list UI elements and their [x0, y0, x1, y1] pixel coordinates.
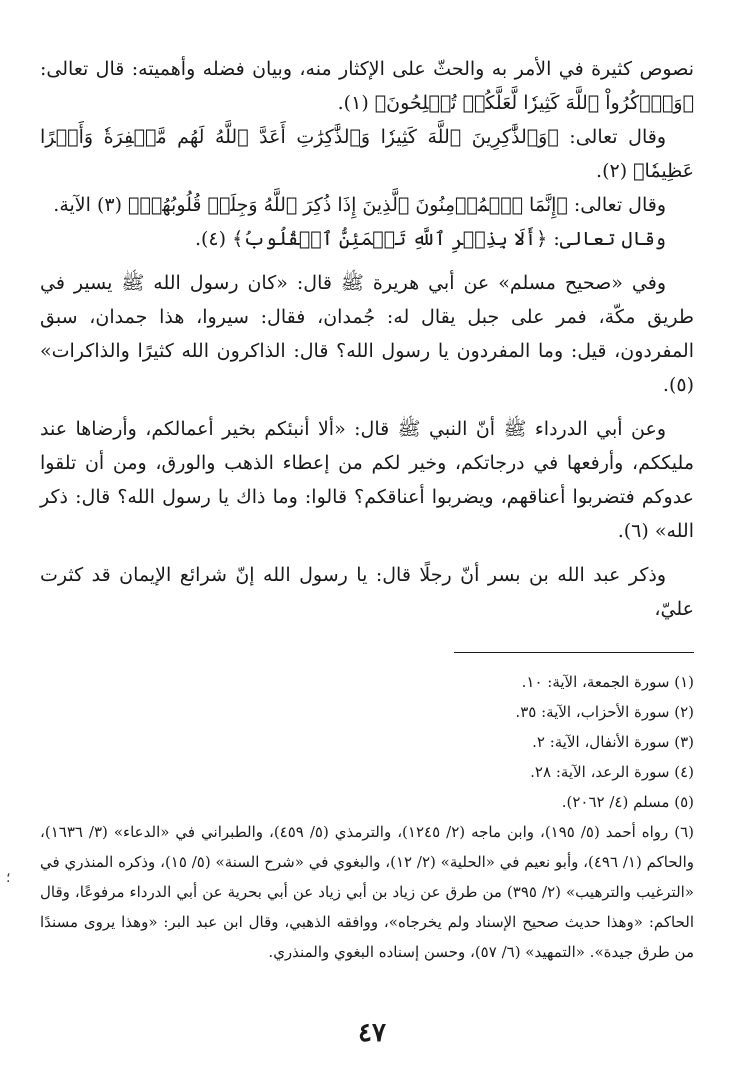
- footnote-4: (٤) سورة الرعد، الآية: ٢٨.: [530, 763, 694, 781]
- paragraph-abdullah-bin-busr: وذكر عبد الله بن بسر أنّ رجلًا قال: يا رسول الله إنّ شرائع الإيمان قد كثرت عليّ،: [40, 564, 694, 620]
- paragraph-verse-ahzab: وقال تعالى: ﴿وَٱلذَّٰكِرِينَ ٱللَّهَ كَثِيرٗا وَٱلذَّٰكِرَٰتِ أَعَدَّ ٱللَّهُ لَهُم مَّغۡفِرَةٗ وَأَجۡرًا عَظِيمٗا﴾ (٢).: [40, 126, 694, 182]
- footnotes: [40, 667, 694, 967]
- footnote-2: (٢) سورة الأحزاب، الآية: ٣٥.: [515, 703, 694, 721]
- footnote-6: (٦) رواه أحمد (٥/ ١٩٥)، وابن ماجه (٢/ ١٢٤٥)، والترمذي (٥/ ٤٥٩)، والطبراني في «الدعاء» (٣/ ١٦٣٦)، والحاكم (١/ ٤٩٦)، وأبو نعيم في «الحلية» (٢/ ١٢)، والبغوي في «شرح السنة» (٥/ ١٥)، وذكره المنذري في «الترغيب والترهيب» (٢/ ٣٩٥) من طرق عن زياد بن أبي زياد عن أبي بحرية عن أبي الدرداء مرفوعًا، وقال الحاكم: «وهذا حديث صحيح الإسناد ولم يخرجاه»، ووافقه الذهبي، وقال ابن عبد البر: «وهذا يروى مسندًا من طرق جيدة». «التمهيد» (٦/ ٥٧)، وحسن إسناده البغوي والمنذري.: [40, 823, 695, 961]
- paragraph-verse-raad: وقال تعالى: ﴿أَلَا بِذِكۡرِ ٱللَّهِ تَطۡمَئِنُّ ٱلۡقُلُوبُ﴾ (٤).: [194, 228, 666, 250]
- document-page: [40, 52, 694, 1062]
- page-number: ٤٧: [358, 1018, 386, 1048]
- paragraph-abu-darda-hadith: وعن أبي الدرداء ﷺ أنّ النبي ﷺ قال: «ألا أنبئكم بخير أعمالكم، وأرضاها عند مليككم، وأرفعها في درجاتكم، وخير لكم من إعطاء الذهب والورق، ومن أن تلقوا عدوكم فتضربوا أعناقهم، ويضربوا أعناقكم؟ قالوا: وما ذاك يا رسول الله؟ قال: ذكر الله» (٦).: [40, 418, 694, 542]
- margin-mark: ؛: [6, 870, 11, 886]
- footnote-separator: [454, 652, 694, 653]
- paragraph-muslim-hadith: وفي «صحيح مسلم» عن أبي هريرة ﷺ قال: «كان رسول الله ﷺ يسير في طريق مكّة، فمر على جبل يقال له: جُمدان، فقال: سيروا، هذا جمدان، سبق المفردون، قيل: وما المفردون يا رسول الله؟ قال: الذاكرون الله كثيرًا والذاكرات» (٥).: [40, 272, 694, 396]
- paragraph-verse-anfal: وقال تعالى: ﴿إِنَّمَا ٱلۡمُؤۡمِنُونَ ٱلَّذِينَ إِذَا ذُكِرَ ٱللَّهُ وَجِلَتۡ قُلُوبُهُمۡ﴾ (٣) الآية.: [53, 194, 666, 216]
- footnote-3: (٣) سورة الأنفال، الآية: ٢.: [532, 733, 694, 751]
- footnote-5: (٥) مسلم (٤/ ٢٠٦٢).: [561, 793, 694, 811]
- paragraph-intro: نصوص كثيرة في الأمر به والحثّ على الإكثار منه، وبيان فضله وأهميته: قال تعالى: ﴿وَٱذۡكُرُواْ ٱللَّهَ كَثِيرٗا لَّعَلَّكُمۡ تُفۡلِحُونَ﴾ (١).: [40, 58, 694, 114]
- footnote-1: (١) سورة الجمعة، الآية: ١٠.: [521, 673, 694, 691]
